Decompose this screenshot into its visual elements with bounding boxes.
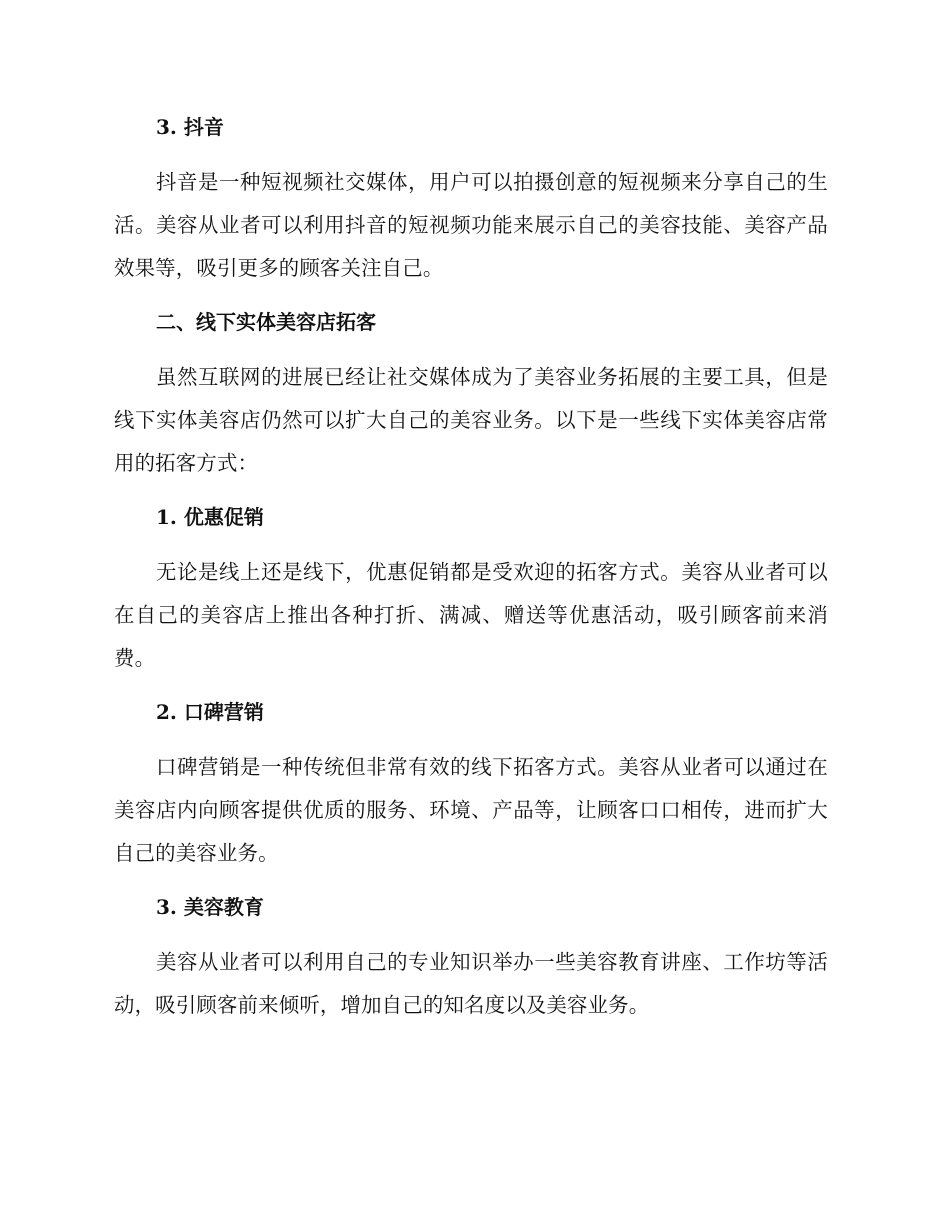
heading-beauty-education: 3. 美容教育	[156, 895, 264, 919]
paragraph-beauty-education: 美容从业者可以利用自己的专业知识举办一些美容教育讲座、工作坊等活动，吸引顾客前来倾听，增加自己的知名度以及美容业务。	[114, 950, 828, 1017]
heading-douyin: 3. 抖音	[156, 115, 224, 139]
paragraph-offline-stores: 虽然互联网的进展已经让社交媒体成为了美容业务拓展的主要工具，但是线下实体美容店仍然可以扩大自己的美容业务。以下是一些线下实体美容店常用的拓客方式：	[114, 365, 828, 475]
heading-promotions: 1. 优惠促销	[156, 505, 264, 529]
paragraph-douyin: 抖音是一种短视频社交媒体，用户可以拍摄创意的短视频来分享自己的生活。美容从业者可以利用抖音的短视频功能来展示自己的美容技能、美容产品效果等，吸引更多的顾客关注自己。	[114, 170, 828, 280]
heading-offline-stores: 二、线下实体美容店拓客	[156, 310, 376, 334]
heading-word-of-mouth: 2. 口碑营销	[156, 700, 264, 724]
paragraph-word-of-mouth: 口碑营销是一种传统但非常有效的线下拓客方式。美容从业者可以通过在美容店内向顾客提供优质的服务、环境、产品等，让顾客口口相传，进而扩大自己的美容业务。	[114, 755, 828, 865]
paragraph-promotions: 无论是线上还是线下，优惠促销都是受欢迎的拓客方式。美容从业者可以在自己的美容店上推出各种打折、满减、赠送等优惠活动，吸引顾客前来消费。	[114, 560, 828, 670]
